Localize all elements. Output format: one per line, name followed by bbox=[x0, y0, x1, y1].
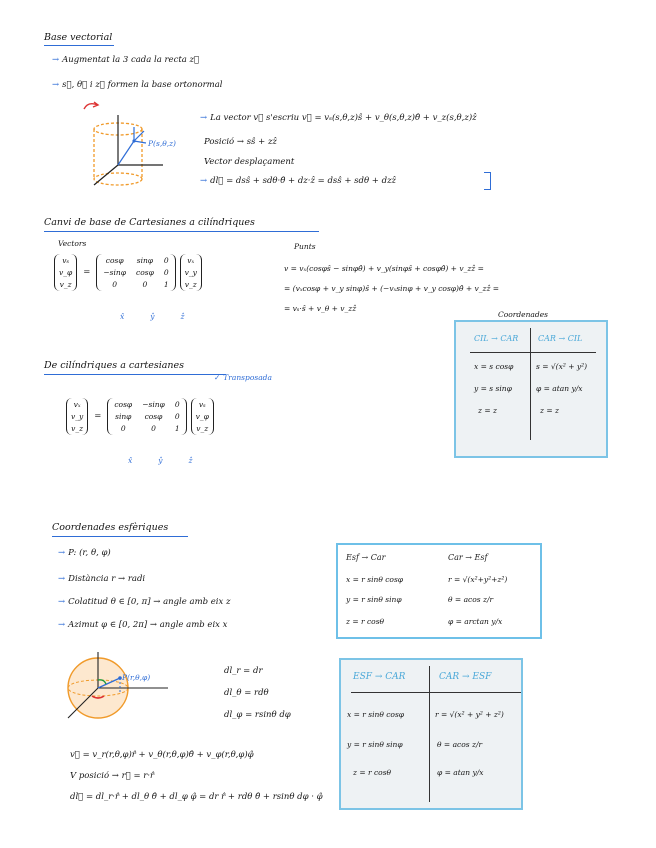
matrix-equation-cart-cil: vₛ v_φ v_z = cosφ sinφ 0 −sinφ cosφ 0 0 0 1 vₓ v_y v_z bbox=[54, 254, 202, 291]
section-title-cart-cil: Canvi de base de Cartesianes a cilíndriques bbox=[44, 217, 255, 228]
arrow-icon: → bbox=[52, 80, 60, 90]
title-underline bbox=[44, 374, 226, 375]
coordenades-title: Coordenades bbox=[498, 310, 548, 319]
point-label: P(s,θ,z) bbox=[148, 139, 176, 148]
title-underline bbox=[44, 231, 319, 232]
vector-expression: → La vector v⃗ s'escriu v⃗ = vₛ(s,θ,z)ŝ + v_θ(s,θ,z)θ̂ + v_z(s,θ,z)ẑ bbox=[200, 113, 477, 123]
bullet-line: → Distància r → radi bbox=[58, 574, 146, 584]
result-column: vₛ v_φ v_z bbox=[54, 254, 77, 291]
dl-phi: dl_φ = rsinθ dφ bbox=[224, 710, 291, 720]
unit-vectors-row: x̂ ŷ ẑ bbox=[128, 456, 193, 465]
vectors-label: Vectors bbox=[58, 239, 87, 248]
bracket-highlight bbox=[484, 172, 491, 190]
header-esf-car: Esf → Car bbox=[346, 553, 386, 562]
header-cil-car: CIL → CAR bbox=[474, 334, 519, 343]
desplacament-label: Vector desplaçament bbox=[204, 157, 295, 167]
punts-label: Punts bbox=[294, 242, 316, 251]
punts-line-3: = vₛ·ŝ + v_θ + v_zẑ bbox=[284, 304, 357, 313]
punts-line-1: v = vₓ(cosφŝ − sinφθ̂) + v_y(sinφŝ + cosφθ̂) + v_zẑ = bbox=[284, 264, 484, 273]
input-column: vₛ v_φ v_z bbox=[191, 398, 214, 435]
bullet-line: → s⃗, θ⃗ i z⃗ formen la base ortonormal bbox=[52, 80, 223, 90]
header-car-esf: Car → Esf bbox=[448, 553, 488, 562]
transposada-note: ✓ Transposada bbox=[214, 373, 272, 382]
bullet-line: → Azimut φ ∈ [0, 2π] → angle amb eix x bbox=[58, 620, 228, 630]
arrow-icon: → bbox=[58, 548, 66, 558]
posicio-line: Posició → sŝ + zẑ bbox=[204, 137, 277, 147]
section-title-cil-cart: De cilíndriques a cartesianes bbox=[44, 360, 185, 371]
header-car-esf: CAR → ESF bbox=[439, 672, 492, 682]
bullet-line: → Colatitud θ ∈ [0, π] → angle amb eix z bbox=[58, 597, 231, 607]
vector-expression: v⃗ = v_r(r,θ,φ)r̂ + v_θ(r,θ,φ)θ̂ + v_φ(r,θ,φ)φ̂ bbox=[70, 750, 254, 760]
punts-line-2: = (vₓcosφ + v_y sinφ)ŝ + (−vₓsinφ + v_y cosφ)θ̂ + v_zẑ = bbox=[284, 284, 500, 293]
sphere-diagram bbox=[58, 652, 178, 732]
transposed-matrix: cosφ −sinφ 0 sinφ cosφ 0 0 0 1 bbox=[107, 398, 186, 435]
dl-theta: dl_θ = rdθ bbox=[224, 688, 269, 698]
section-title-base-vectorial: Base vectorial bbox=[44, 32, 113, 43]
arrow-icon: → bbox=[58, 574, 66, 584]
dl-expression: → dl⃗ = dsŝ + sdθ·θ̂ + dz·ẑ = dsŝ + sdθ + dzẑ bbox=[200, 176, 397, 186]
posicio-line: V posició → r⃗ = r·r̂ bbox=[70, 771, 155, 781]
header-car-cil: CAR → CIL bbox=[538, 334, 583, 343]
cil-car-conversion-box: CIL → CAR CAR → CIL x = s cosφ y = s sinφ z = z s = √(x² + y²) φ = atan y/x z = z bbox=[454, 320, 608, 458]
unit-vectors-row: x̂ ŷ ẑ bbox=[120, 312, 185, 321]
esf-car-conversion-box: Esf → Car Car → Esf x = r sinθ cosφ y = r sinθ sinφ z = r cosθ r = √(x²+y²+z²) θ = acos z/r φ = arctan y/x bbox=[336, 543, 542, 639]
input-column: vₓ v_y v_z bbox=[180, 254, 202, 291]
arrow-icon: → bbox=[52, 55, 60, 65]
esf-car-table-box: ESF → CAR CAR → ESF x = r sinθ cosφ y = r sinθ sinφ z = r cosθ r = √(x² + y² + z²) θ = acos z/r φ = atan y/x bbox=[339, 658, 523, 810]
matrix-equation-cil-cart: vₓ v_y v_z = cosφ −sinφ 0 sinφ cosφ 0 0 0 1 vₛ v_φ v_z bbox=[66, 398, 214, 435]
check-arrow-icon: ✓ bbox=[214, 373, 221, 382]
dl-r: dl_r = dr bbox=[224, 666, 263, 676]
point-label: P(r,θ,φ) bbox=[122, 673, 151, 682]
arrow-icon: → bbox=[58, 597, 66, 607]
dl-expression: dl⃗ = dl_r·r̂ + dl_θ θ̂ + dl_φ φ̂ = dr r̂ + rdθ θ̂ + rsinθ dφ · φ̂ bbox=[70, 792, 323, 802]
rotation-matrix: cosφ sinφ 0 −sinφ cosφ 0 0 0 1 bbox=[96, 254, 175, 291]
bullet-line: → Augmentat la 3 cada la recta z⃗ bbox=[52, 55, 200, 65]
arrow-icon: → bbox=[200, 176, 208, 186]
header-esf-car: ESF → CAR bbox=[353, 672, 406, 682]
section-title-esferiques: Coordenades esfèriques bbox=[52, 522, 169, 533]
title-underline bbox=[44, 45, 114, 46]
arrow-icon: → bbox=[200, 113, 208, 123]
result-column: vₓ v_y v_z bbox=[66, 398, 88, 435]
title-underline bbox=[52, 536, 188, 537]
arrow-icon: → bbox=[58, 620, 66, 630]
bullet-line: → P: (r, θ, φ) bbox=[58, 548, 111, 558]
